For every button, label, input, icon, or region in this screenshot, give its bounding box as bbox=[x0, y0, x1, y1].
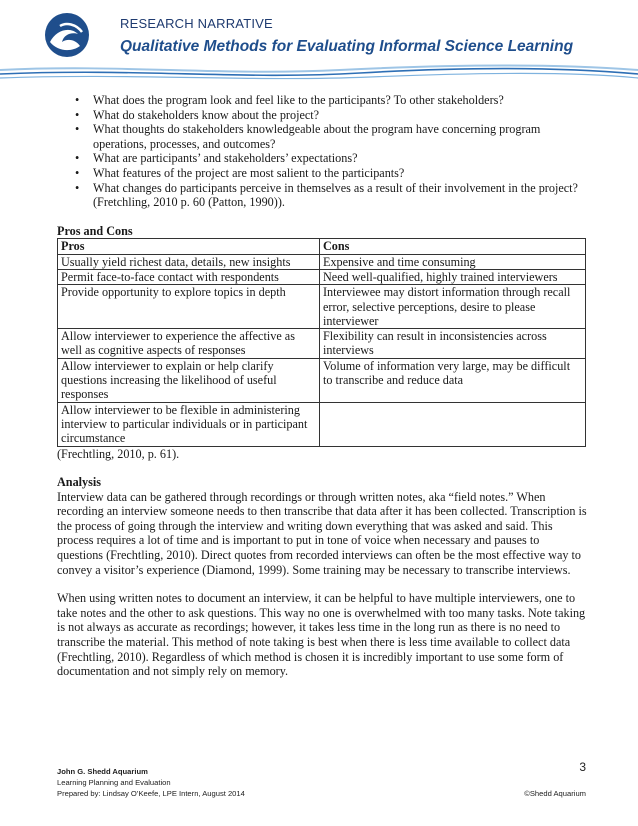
header-label: RESEARCH NARRATIVE bbox=[120, 16, 273, 31]
analysis-paragraph: Interview data can be gathered through recordings or through written notes, aka “field notes.” When recording an interview someone needs to then transcribe that data after it has been collected. Transcription is the process of going through the interview and writing down everything that was asked and said. This process requires a lot of time and is important to put in tone of voice when necessary and pauses to questions (Frechtling, 2010). Direct quotes from recorded interviews can often be the most effective way to convey a visitor’s experience (Diamond, 1999). Some training may be necessary to transcribe interviews. bbox=[57, 489, 587, 577]
con-cell: Volume of information very large, may be difficult to transcribe and reduce data bbox=[320, 358, 586, 402]
page-footer bbox=[57, 760, 586, 799]
column-header-pros: Pros bbox=[58, 239, 320, 254]
footer-prepared-by: Prepared by: Lindsay O’Keefe, LPE Intern, August 2014 bbox=[57, 789, 245, 798]
pro-cell: Usually yield richest data, details, new insights bbox=[58, 254, 320, 269]
document-title: Qualitative Methods for Evaluating Informal Science Learning bbox=[120, 38, 574, 55]
con-cell: Flexibility can result in inconsistencies across interviews bbox=[320, 329, 586, 359]
analysis-paragraph: When using written notes to document an interview, it can be helpful to have multiple interviewers, one to take notes and the other to ask questions. This way no one is overwhelmed with too many tasks. Note taking is not always as accurate as recordings; however, it takes less time in the long run as there is no need to transcribe the material. This method of note taking is best when there is less time available to collect data (Frechtling, 2010). Regardless of which method is chosen it is incredibly important to use some form of documentation and not simply rely on memory. bbox=[57, 591, 586, 679]
table-citation: (Frechtling, 2010, p. 61). bbox=[57, 446, 180, 461]
table-row bbox=[58, 269, 586, 284]
con-cell bbox=[320, 402, 586, 446]
pro-cell: Permit face-to-face contact with respondents bbox=[58, 269, 320, 284]
column-header-cons: Cons bbox=[320, 239, 586, 254]
pro-cell: Allow interviewer to be flexible in administering interview to particular individuals or in participant circumstance bbox=[58, 402, 320, 446]
table-row bbox=[58, 285, 586, 329]
con-cell: Need well-qualified, highly trained interviewers bbox=[320, 269, 586, 284]
list-item: • What features of the project are most salient to the participants? bbox=[93, 166, 587, 181]
table-row bbox=[58, 402, 586, 446]
page-number: 3 bbox=[579, 760, 586, 774]
pros-cons-heading: Pros and Cons bbox=[57, 223, 133, 238]
question-list bbox=[57, 93, 587, 210]
con-cell: Expensive and time consuming bbox=[320, 254, 586, 269]
list-item: • What does the program look and feel like to the participants? To other stakeholders? bbox=[93, 93, 587, 108]
table-header-row bbox=[58, 239, 586, 254]
table-row bbox=[58, 254, 586, 269]
copyright: ©Shedd Aquarium bbox=[524, 789, 586, 798]
pro-cell: Allow interviewer to explain or help clarify questions increasing the likelihood of useful responses bbox=[58, 358, 320, 402]
table-row bbox=[58, 329, 586, 359]
footer-org: John G. Shedd Aquarium bbox=[57, 767, 148, 776]
pro-cell: Provide opportunity to explore topics in depth bbox=[58, 285, 320, 329]
con-cell: Interviewee may distort information through recall error, selective perceptions, desire to please interviewer bbox=[320, 285, 586, 329]
pros-cons-table bbox=[57, 238, 586, 446]
wave-divider bbox=[0, 60, 638, 84]
page-content bbox=[57, 93, 587, 679]
list-item: • What changes do participants perceive in themselves as a result of their involvement in the project? (Fretchling, 2010 p. 60 (Patton, 1990)). bbox=[93, 181, 587, 210]
list-item: • What thoughts do stakeholders knowledgeable about the program have concerning program operations, processes, and outcomes? bbox=[93, 122, 587, 151]
pro-cell: Allow interviewer to experience the affective as well as cognitive aspects of responses bbox=[58, 329, 320, 359]
footer-department: Learning Planning and Evaluation bbox=[57, 778, 171, 787]
list-item: • What do stakeholders know about the project? bbox=[93, 108, 587, 123]
table-row bbox=[58, 358, 586, 402]
analysis-heading: Analysis bbox=[57, 475, 102, 490]
shedd-wave-logo-icon bbox=[44, 12, 90, 58]
list-item: • What are participants’ and stakeholders’ expectations? bbox=[93, 151, 587, 166]
